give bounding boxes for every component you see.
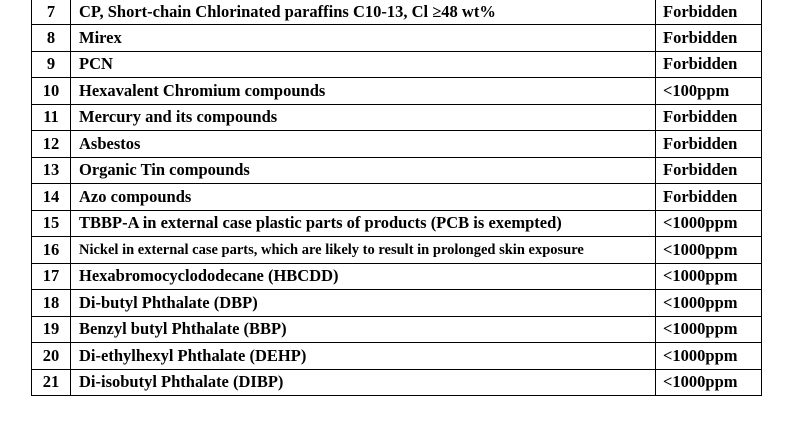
row-number: 20: [32, 343, 71, 370]
table-row: [32, 131, 762, 158]
row-number: 14: [32, 184, 71, 211]
table-row: [32, 369, 762, 396]
row-number: 13: [32, 157, 71, 184]
table-body: [32, 0, 762, 396]
limit-value: <1000ppm: [656, 343, 762, 370]
table-row: [32, 184, 762, 211]
limit-value: <100ppm: [656, 78, 762, 105]
substance-table-container: [31, 0, 761, 396]
limit-value: Forbidden: [656, 51, 762, 78]
limit-value: Forbidden: [656, 157, 762, 184]
substance-name: Mercury and its compounds: [71, 104, 656, 131]
limit-value: <1000ppm: [656, 369, 762, 396]
table-row: [32, 263, 762, 290]
limit-value: <1000ppm: [656, 263, 762, 290]
substance-name: Asbestos: [71, 131, 656, 158]
substance-name: Di-ethylhexyl Phthalate (DEHP): [71, 343, 656, 370]
limit-value: <1000ppm: [656, 210, 762, 237]
row-number: 17: [32, 263, 71, 290]
substance-name: Azo compounds: [71, 184, 656, 211]
substance-name: CP, Short-chain Chlorinated paraffins C10-13, Cl ≥48 wt%: [71, 0, 656, 25]
row-number: 10: [32, 78, 71, 105]
table-row: [32, 104, 762, 131]
row-number: 15: [32, 210, 71, 237]
limit-value: Forbidden: [656, 25, 762, 52]
substance-name: PCN: [71, 51, 656, 78]
row-number: 19: [32, 316, 71, 343]
row-number: 12: [32, 131, 71, 158]
limit-value: Forbidden: [656, 0, 762, 25]
table-row: [32, 343, 762, 370]
row-number: 21: [32, 369, 71, 396]
row-number: 8: [32, 25, 71, 52]
table-row: [32, 0, 762, 25]
row-number: 16: [32, 237, 71, 264]
row-number: 9: [32, 51, 71, 78]
substance-name: Nickel in external case parts, which are likely to result in prolonged skin exposure: [71, 237, 656, 264]
row-number: 7: [32, 0, 71, 25]
table-row: [32, 210, 762, 237]
substance-name: Hexabromocyclododecane (HBCDD): [71, 263, 656, 290]
limit-value: <1000ppm: [656, 316, 762, 343]
limit-value: Forbidden: [656, 104, 762, 131]
row-number: 11: [32, 104, 71, 131]
substance-name: Di-butyl Phthalate (DBP): [71, 290, 656, 317]
substance-name: Organic Tin compounds: [71, 157, 656, 184]
table-row: [32, 316, 762, 343]
substance-name: Mirex: [71, 25, 656, 52]
restricted-substances-table: [31, 0, 762, 396]
limit-value: <1000ppm: [656, 290, 762, 317]
table-row: [32, 290, 762, 317]
limit-value: Forbidden: [656, 131, 762, 158]
row-number: 18: [32, 290, 71, 317]
substance-name: Hexavalent Chromium compounds: [71, 78, 656, 105]
table-row: [32, 78, 762, 105]
substance-name: Benzyl butyl Phthalate (BBP): [71, 316, 656, 343]
limit-value: Forbidden: [656, 184, 762, 211]
table-row: [32, 25, 762, 52]
substance-name: TBBP-A in external case plastic parts of products (PCB is exempted): [71, 210, 656, 237]
table-row: [32, 157, 762, 184]
table-row: [32, 237, 762, 264]
substance-name: Di-isobutyl Phthalate (DIBP): [71, 369, 656, 396]
limit-value: <1000ppm: [656, 237, 762, 264]
table-row: [32, 51, 762, 78]
